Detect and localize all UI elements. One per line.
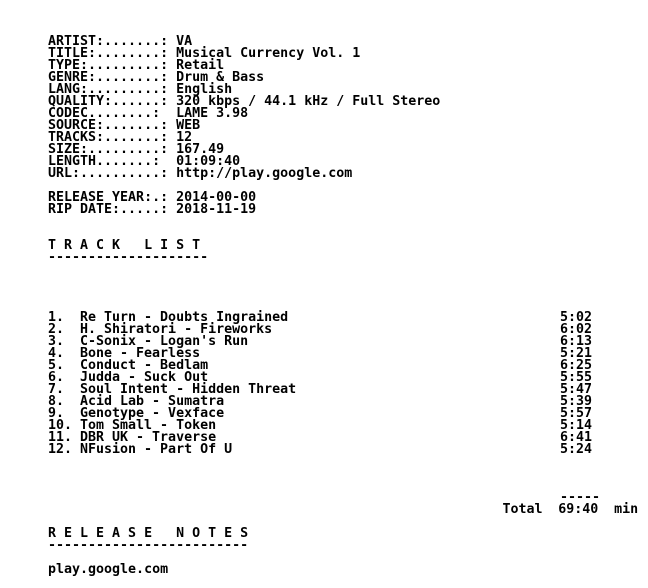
track-number: 10.: [48, 418, 73, 433]
track-time: 5:02: [560, 310, 593, 325]
info-value: 01:09:40: [176, 154, 241, 169]
release-notes-rule: -------------------------: [48, 538, 249, 553]
track-time: 5:24: [560, 442, 593, 457]
track-time: 5:39: [560, 394, 593, 409]
total-time: 69:40: [558, 502, 599, 517]
info-value: 2014-00-00: [176, 190, 257, 205]
info-value: WEB: [176, 118, 201, 133]
info-key: TYPE:.........:: [48, 58, 169, 73]
info-value: http://play.google.com: [176, 166, 353, 181]
info-key: TRACKS:.......:: [48, 130, 169, 145]
track-number: 6.: [48, 370, 65, 385]
info-block: [48, 36, 644, 180]
track-title: Conduct - Bedlam: [80, 358, 209, 373]
total-rule: -----: [560, 490, 601, 505]
release-block: [48, 192, 644, 216]
track-title: NFusion - Part Of U: [80, 442, 233, 457]
track-time: 6:13: [560, 334, 593, 349]
info-key: QUALITY:......:: [48, 94, 169, 109]
release-row-rip-date: [48, 204, 644, 216]
track-number: 3.: [48, 334, 65, 349]
track-number: 8.: [48, 394, 65, 409]
track-title: Soul Intent - Hidden Threat: [80, 382, 297, 397]
info-value: 320 kbps / 44.1 kHz / Full Stereo: [176, 94, 441, 109]
total-rule-row: [48, 492, 644, 504]
track-number: 11.: [48, 430, 73, 445]
track-title: Bone - Fearless: [80, 346, 201, 361]
total-row: [48, 504, 644, 516]
track-number: 2.: [48, 322, 65, 337]
info-value: 12: [176, 130, 193, 145]
track-time: 6:25: [560, 358, 593, 373]
info-key: SOURCE:.......:: [48, 118, 169, 133]
track-number: 12.: [48, 442, 73, 457]
track-title: Acid Lab - Sumatra: [80, 394, 225, 409]
info-row-url: [48, 168, 644, 180]
track-title: Genotype - Vexface: [80, 406, 225, 421]
release-notes-heading: R E L E A S E N O T E S: [48, 526, 249, 541]
track-title: H. Shiratori - Fireworks: [80, 322, 273, 337]
info-key: GENRE:........:: [48, 70, 169, 85]
track-time: 5:55: [560, 370, 593, 385]
info-key: ARTIST:.......:: [48, 34, 169, 49]
track-number: 5.: [48, 358, 65, 373]
track-number: 4.: [48, 346, 65, 361]
info-key: TITLE:........:: [48, 46, 169, 61]
info-value: Drum & Bass: [176, 70, 265, 85]
track-number: 1.: [48, 310, 65, 325]
info-value: VA: [176, 34, 193, 49]
track-title: Re Turn - Doubts Ingrained: [80, 310, 289, 325]
info-value: 167.49: [176, 142, 225, 157]
track-time: 5:21: [560, 346, 593, 361]
info-value: Musical Currency Vol. 1: [176, 46, 361, 61]
track-time: 5:47: [560, 382, 593, 397]
track-number: 7.: [48, 382, 65, 397]
track-number: 9.: [48, 406, 65, 421]
info-key: SIZE:.........:: [48, 142, 169, 157]
tracklist-rule: --------------------: [48, 250, 209, 265]
release-notes-text: play.google.com: [48, 562, 169, 577]
track-title: C-Sonix - Logan's Run: [80, 334, 249, 349]
info-value: Retail: [176, 58, 225, 73]
info-key: CODEC........:: [48, 106, 161, 121]
nfo-document: [48, 36, 644, 576]
track-title: Judda - Suck Out: [80, 370, 209, 385]
track-title: DBR UK - Traverse: [80, 430, 217, 445]
info-key: LANG:.........:: [48, 82, 169, 97]
info-key: URL:..........:: [48, 166, 169, 181]
track-time: 5:14: [560, 418, 593, 433]
track-time: 6:41: [560, 430, 593, 445]
total-unit: min: [614, 502, 639, 517]
total-label: Total: [502, 502, 543, 517]
track-time: 5:57: [560, 406, 593, 421]
tracklist-heading: T R A C K L I S T: [48, 238, 201, 253]
track-title: Tom Small - Token: [80, 418, 217, 433]
track-row: [48, 444, 644, 456]
track-time: 6:02: [560, 322, 593, 337]
info-value: LAME 3.98: [176, 106, 249, 121]
info-key: RIP DATE:.....:: [48, 202, 169, 217]
info-key: LENGTH.......:: [48, 154, 161, 169]
info-key: RELEASE YEAR:.:: [48, 190, 169, 205]
info-value: English: [176, 82, 233, 97]
track-list: [48, 312, 644, 456]
info-value: 2018-11-19: [176, 202, 257, 217]
